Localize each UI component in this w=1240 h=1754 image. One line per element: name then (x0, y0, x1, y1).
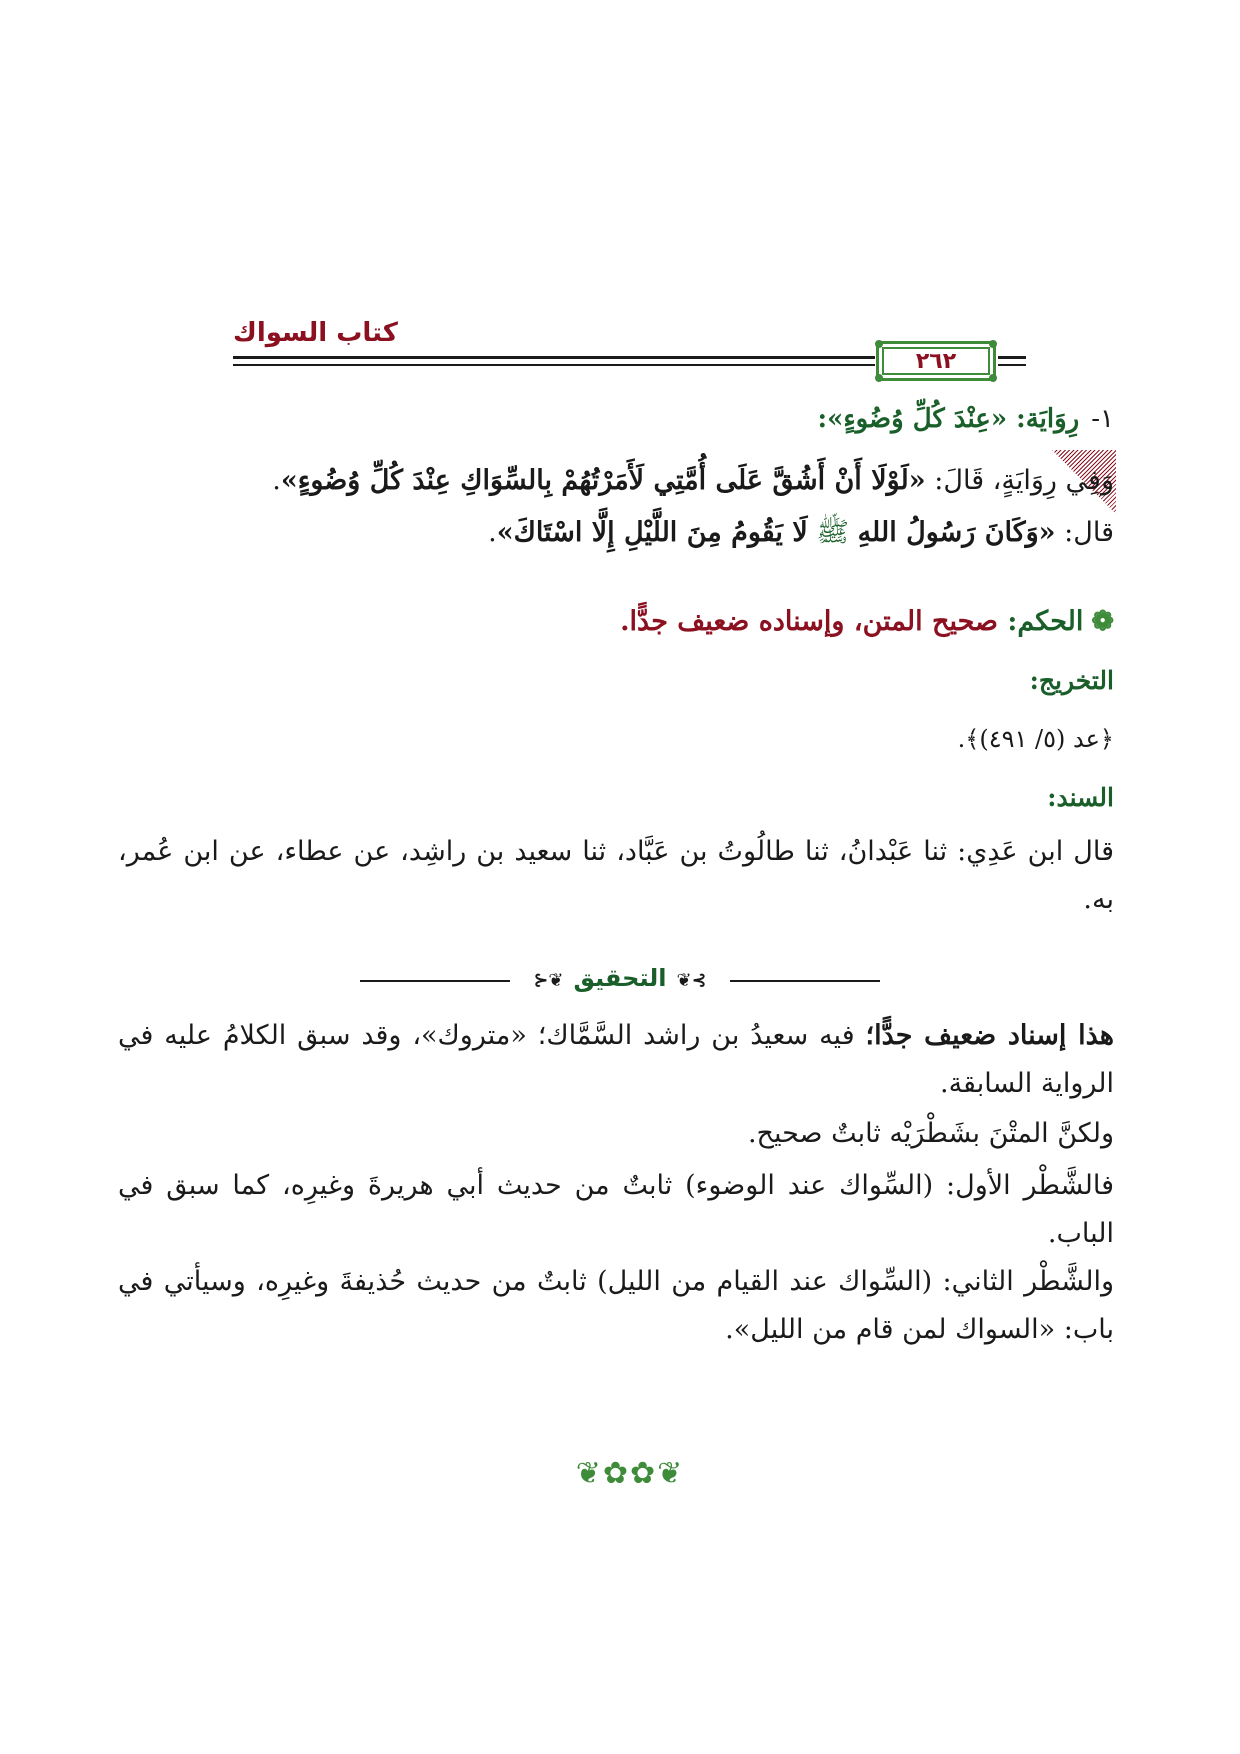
tahqiq-paragraph (118, 1012, 1114, 1108)
page-number: ٢٦٢ (915, 348, 957, 374)
divider-ornament-icon: ❦⊰ (533, 970, 564, 991)
tahqiq-divider (360, 964, 880, 998)
header-rule (233, 356, 875, 359)
quote-connector: . قال: (272, 465, 1114, 548)
takhrij-heading: التخريج: (1029, 666, 1114, 695)
tahqiq-verdict: هذا إسناد ضعيف جدًّا؛ (865, 1020, 1114, 1051)
header-rule (998, 356, 1026, 359)
header-rule (998, 364, 1026, 366)
end-ornament-icon: ❦✿✿❦ (575, 1456, 685, 1491)
ruling-text: صحيح المتن، وإسناده ضعيف جدًّا. (620, 606, 998, 637)
frame-corner (989, 374, 997, 382)
section-title: رِوَايَة: «عِنْدَ كُلِّ وُضُوءٍ»: (817, 404, 1080, 434)
tahqiq-reason: فيه سعيدُ بن راشد السَّمَّاك؛ «متروك»، وقد سبق الكلامُ عليه في الرواية السابقة. (118, 1020, 1114, 1099)
frame-corner (875, 340, 883, 348)
section-heading (234, 404, 1114, 434)
section-number: ١- (1091, 404, 1114, 434)
tahqiq-paragraph: ولكنَّ المتْنَ بشَطْرَيْه ثابتٌ صحيح. (747, 1118, 1114, 1149)
frame-corner (989, 340, 997, 348)
takhrij-reference: ﴿عد (٥/ ٤٩١)﴾. (957, 725, 1114, 753)
tahqiq-paragraph: فالشَّطْر الأول: (السِّواك عند الوضوء) ثابتٌ من حديث أبي هريرةَ وغيرِه، كما سبق في الباب. (118, 1170, 1114, 1249)
page-number-frame (876, 341, 996, 381)
quote-hadith-2b: لَا يَقُومُ مِنَ اللَّيْلِ إِلَّا اسْتَاكَ» (496, 517, 808, 548)
divider-ornament-icon: ⊱❦ (676, 970, 707, 991)
quote-intro: وَفِي رِوَايَةٍ، قَالَ: (925, 465, 1114, 496)
ruling-line (234, 606, 1114, 637)
quote-hadith-1: «لَوْلَا أَنْ أَشُقَّ عَلَى أُمَّتِي لَأَمَرْتُهُمْ بِالسِّوَاكِ عِنْدَ كُلِّ وُضُوءٍ» (280, 465, 926, 496)
flower-icon: ❁ (1091, 606, 1114, 637)
quote-end: . (488, 517, 497, 548)
salutation-glyph: ﷺ (816, 517, 849, 548)
sanad-heading: السند: (1047, 783, 1114, 812)
sanad-text: قال ابن عَدِي: ثنا عَبْدانُ، ثنا طالُوتُ بن عَبَّاد، ثنا سعيد بن راشِد، عن عطاء، عن ابن عُمر، به. (118, 836, 1114, 915)
tahqiq-heading-wrap (360, 964, 880, 992)
ruling-label: الحكم: (1007, 606, 1084, 637)
quote-hadith-2a: «وَكَانَ رَسُولُ اللهِ (857, 517, 1056, 548)
tahqiq-heading: التحقيق (573, 964, 667, 992)
header-rule (233, 364, 875, 366)
tahqiq-paragraph: والشَّطْر الثاني: (السِّواك عند القيام من الليل) ثابتٌ من حديث حُذيفةَ وغيرِه، وسيأتي في باب: «السواك لمن قام من الليل». (118, 1266, 1114, 1345)
hadith-text (224, 455, 1114, 559)
frame-corner (875, 374, 883, 382)
running-header-title: كتاب السواك (233, 318, 398, 348)
